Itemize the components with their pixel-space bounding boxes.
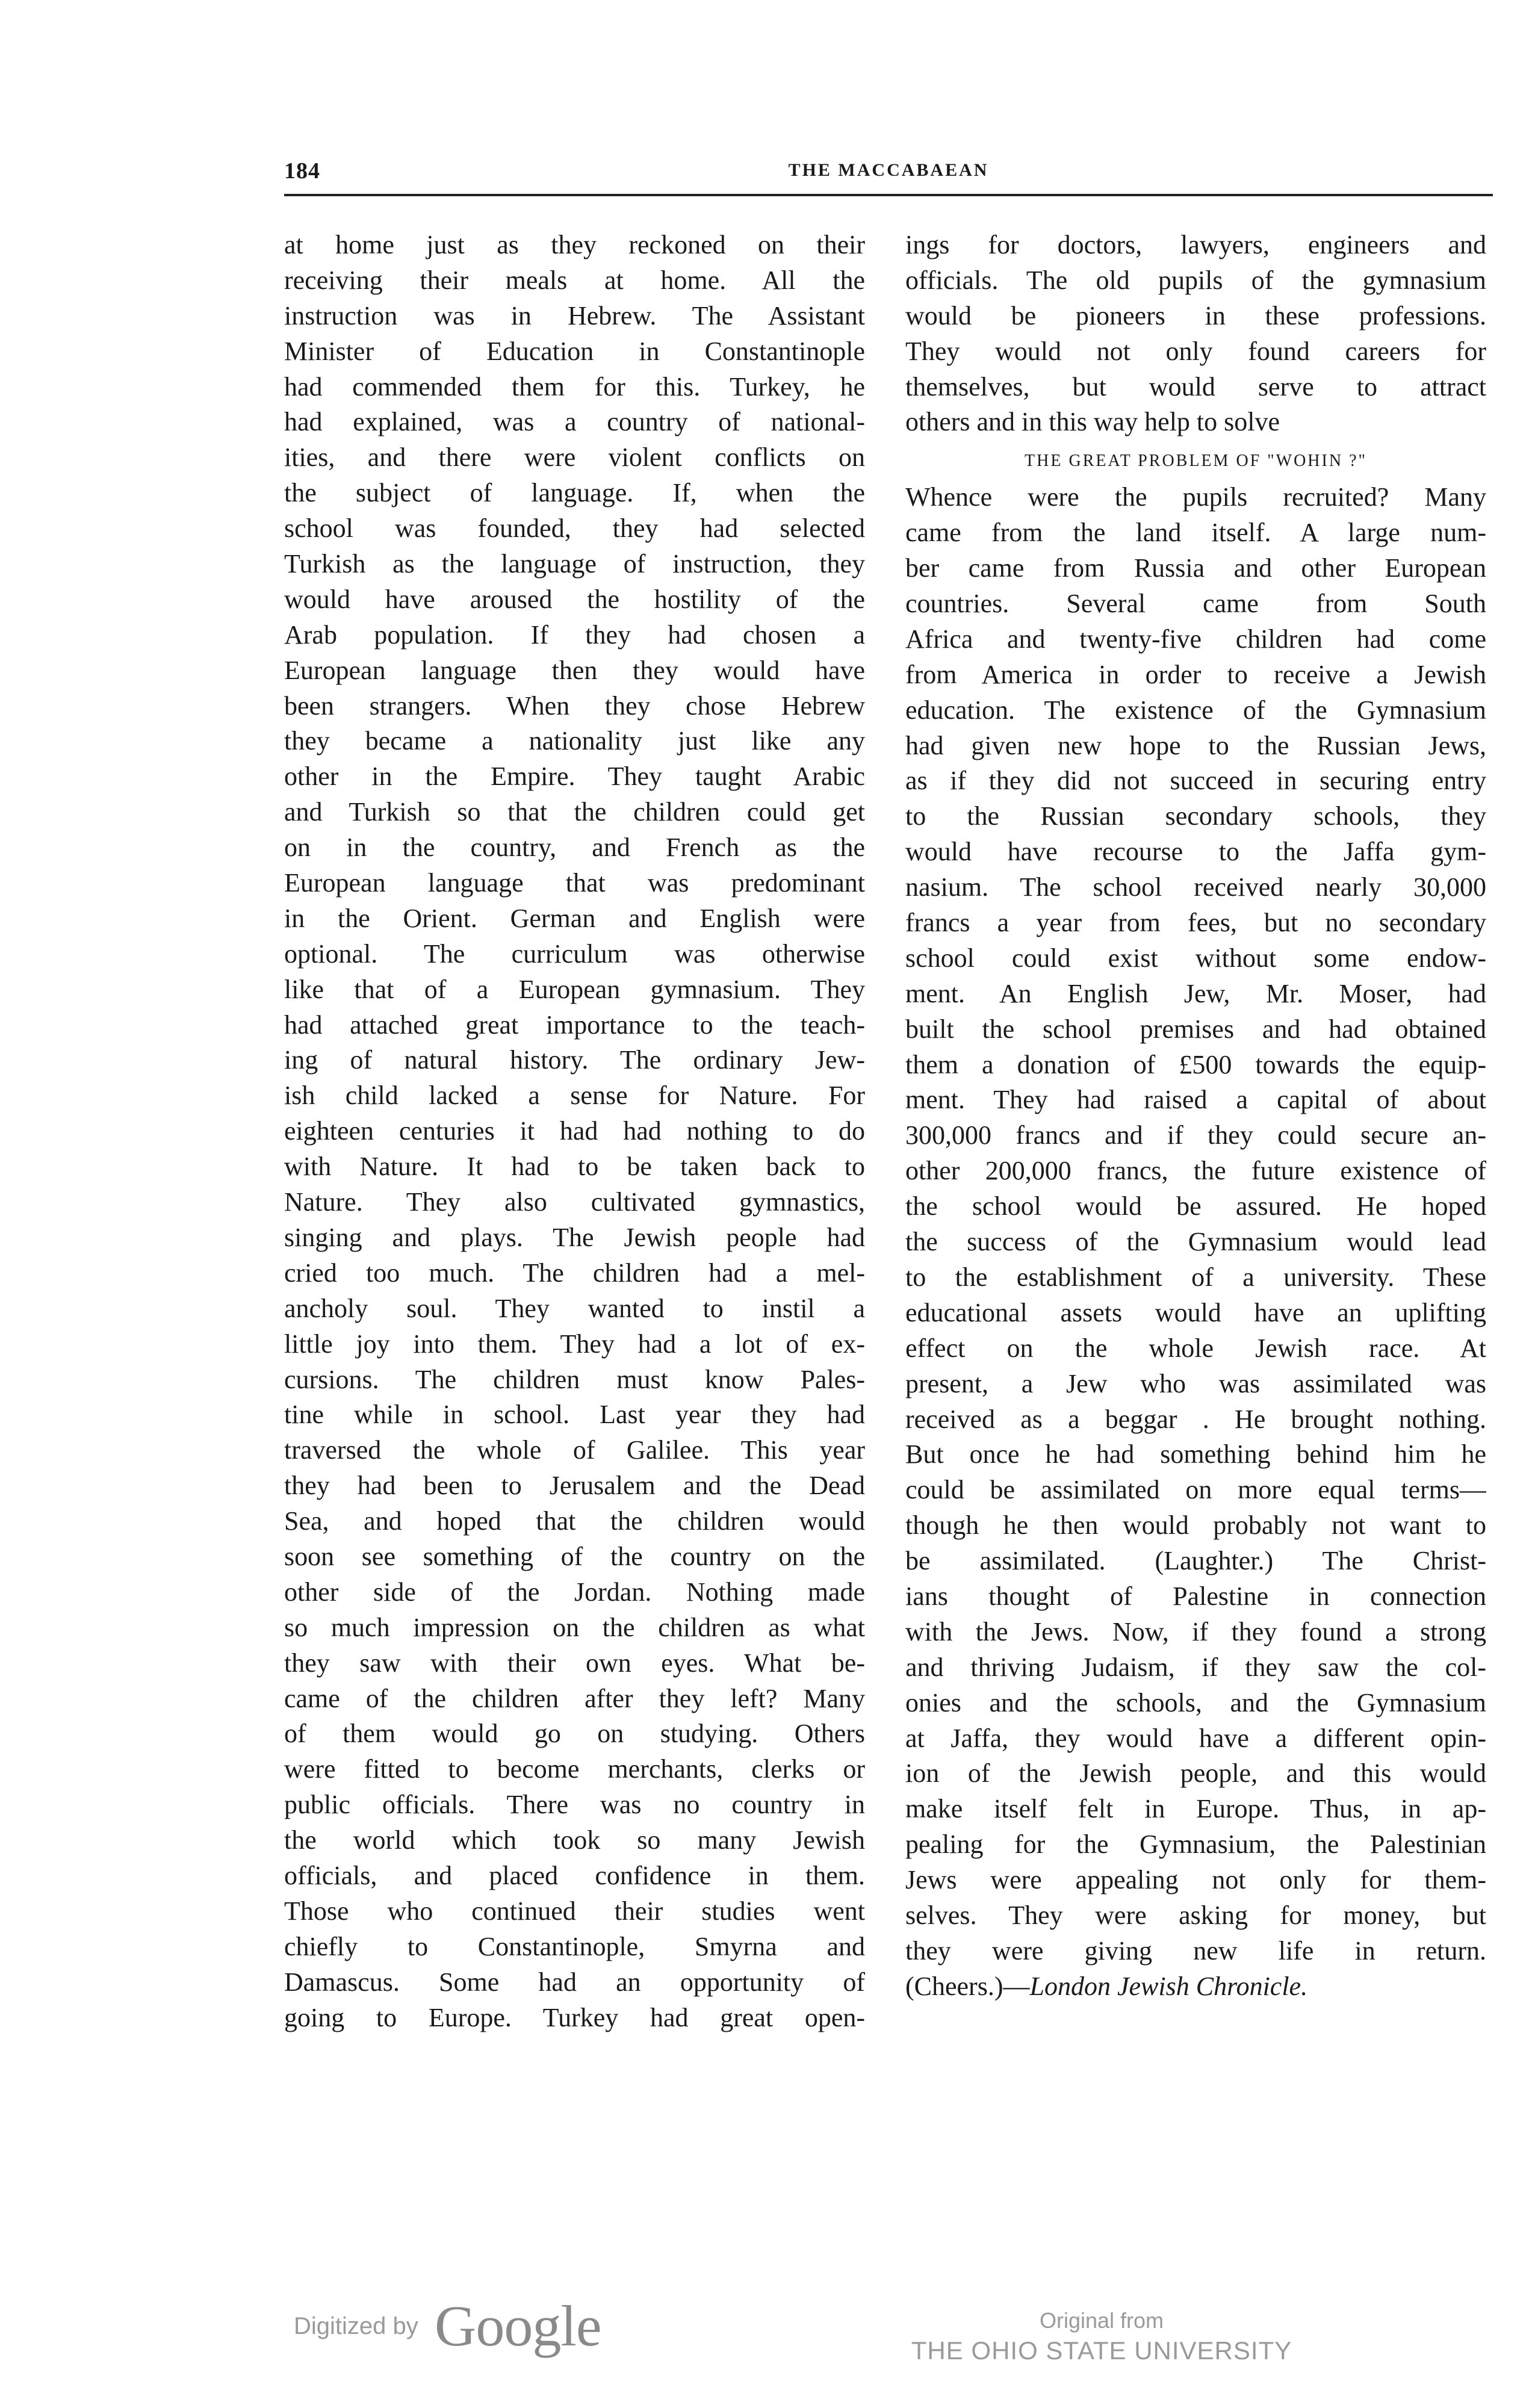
section-subheading: THE GREAT PROBLEM OF "WOHIN ?"	[1025, 452, 1367, 471]
text-line: They would not only found careers for	[905, 336, 1486, 366]
text-line: Whence were the pupils recruited? Many	[905, 482, 1486, 512]
text-line: Arab population. If they had chosen a	[284, 619, 865, 650]
text-line: optional. The curriculum was otherwise	[284, 939, 865, 969]
text-line: like that of a European gymnasium. They	[284, 974, 865, 1004]
text-line: singing and plays. The Jewish people had	[284, 1222, 865, 1252]
text-line: be assimilated. (Laughter.) The Christ-	[905, 1546, 1486, 1576]
text-line: at Jaffa, they would have a different opin-	[905, 1723, 1486, 1753]
text-line: other in the Empire. They taught Arabic	[284, 762, 865, 792]
credit-source: London Jewish Chronicle.	[1029, 1971, 1308, 2001]
text-line: were fitted to become merchants, clerks or	[284, 1754, 865, 1784]
text-line: make itself felt in Europe. Thus, in ap-	[905, 1794, 1486, 1824]
text-line: pealing for the Gymnasium, the Palestinian	[905, 1829, 1486, 1860]
text-line: in the Orient. German and English were	[284, 903, 865, 933]
text-line: they were giving new life in return.	[905, 1935, 1486, 1966]
text-line: ancholy soul. They wanted to instil a	[284, 1293, 865, 1323]
text-line: of them would go on studying. Others	[284, 1719, 865, 1749]
text-line: ish child lacked a sense for Nature. For	[284, 1081, 865, 1111]
text-line: ians thought of Palestine in connection	[905, 1581, 1486, 1611]
text-line: officials. The old pupils of the gymnasium	[905, 265, 1486, 295]
text-line: ment. An English Jew, Mr. Moser, had	[905, 978, 1486, 1008]
text-line: came of the children after they left? Many	[284, 1683, 865, 1713]
text-line: ities, and there were violent conflicts on	[284, 442, 865, 473]
text-line: Sea, and hoped that the children would	[284, 1506, 865, 1536]
text-line: Turkish as the language of instruction, they	[284, 549, 865, 579]
digitized-by-label: Digitized by	[294, 2313, 418, 2339]
credit-prefix: (Cheers.)—	[905, 1971, 1030, 2001]
text-line: them a donation of £500 towards the equip-	[905, 1049, 1486, 1079]
text-line: Nature. They also cultivated gymnastics,	[284, 1187, 865, 1217]
text-line: had commended them for this. Turkey, he	[284, 371, 865, 402]
text-line: ings for doctors, lawyers, engineers and	[905, 230, 1486, 259]
text-line: and Turkish so that the children could get	[284, 797, 865, 827]
text-line: countries. Several came from South	[905, 589, 1486, 619]
text-line: nasium. The school received nearly 30,000	[905, 872, 1486, 902]
text-line: onies and the schools, and the Gymnasium	[905, 1687, 1486, 1718]
original-source-notice	[879, 2307, 1324, 2367]
text-line: on in the country, and French as the	[284, 833, 865, 863]
page-header	[284, 158, 1493, 196]
running-title: THE MACCABAEAN	[788, 160, 989, 180]
text-line: at home just as they reckoned on their	[284, 230, 865, 259]
institution-name: THE OHIO STATE UNIVERSITY	[911, 2336, 1292, 2365]
text-line: Africa and twenty-five children had come	[905, 624, 1486, 654]
source-credit	[905, 1969, 1486, 2005]
text-line: themselves, but would serve to attract	[905, 371, 1486, 402]
text-line: the world which took so many Jewish	[284, 1825, 865, 1855]
text-line: would have recourse to the Jaffa gym-	[905, 837, 1486, 867]
text-line: other 200,000 francs, the future existence of	[905, 1156, 1486, 1186]
text-line: instruction was in Hebrew. The Assistant	[284, 300, 865, 330]
text-line: as if they did not succeed in securing entry	[905, 766, 1486, 796]
text-line: selves. They were asking for money, but	[905, 1900, 1486, 1930]
text-line: the school would be assured. He hoped	[905, 1191, 1486, 1221]
text-line: receiving their meals at home. All the	[284, 265, 865, 295]
text-line: the success of the Gymnasium would lead	[905, 1227, 1486, 1257]
text-line: would have aroused the hostility of the	[284, 584, 865, 614]
text-line: Those who continued their studies went	[284, 1896, 865, 1926]
text-line: they had been to Jerusalem and the Dead	[284, 1471, 865, 1501]
text-line: ion of the Jewish people, and this would	[905, 1758, 1486, 1789]
text-line: officials, and placed confidence in them.	[284, 1860, 865, 1890]
text-line: eighteen centuries it had had nothing to do	[284, 1116, 865, 1146]
text-line: could be assimilated on more equal terms—	[905, 1475, 1486, 1505]
text-line: with Nature. It had to be taken back to	[284, 1152, 865, 1182]
text-line: they saw with their own eyes. What be-	[284, 1648, 865, 1678]
text-line: had attached great importance to the teach-	[284, 1010, 865, 1040]
page-number: 184	[284, 158, 320, 184]
original-from-label: Original from	[1039, 2308, 1164, 2333]
text-line: to the Russian secondary schools, they	[905, 801, 1486, 831]
left-column	[284, 228, 865, 2035]
text-line: other side of the Jordan. Nothing made	[284, 1577, 865, 1607]
google-logo: Google	[435, 2294, 601, 2358]
text-line: educational assets would have an uplifting	[905, 1297, 1486, 1327]
text-line: Jews were appealing not only for them-	[905, 1865, 1486, 1895]
text-line: though he then would probably not want to	[905, 1510, 1486, 1541]
text-line: had explained, was a country of national-	[284, 407, 865, 437]
text-line: ment. They had raised a capital of about	[905, 1085, 1486, 1115]
text-line: chiefly to Constantinople, Smyrna and	[284, 1931, 865, 1961]
text-line: been strangers. When they chose Hebrew	[284, 690, 865, 721]
text-line: had given new hope to the Russian Jews,	[905, 730, 1486, 760]
text-line: tine while in school. Last year they had	[284, 1400, 865, 1430]
text-line: the subject of language. If, when the	[284, 478, 865, 508]
text-line: so much impression on the children as what	[284, 1612, 865, 1642]
text-line: present, a Jew who was assimilated was	[905, 1368, 1486, 1398]
text-line: effect on the whole Jewish race. At	[905, 1333, 1486, 1363]
text-line: and thriving Judaism, if they saw the col-	[905, 1652, 1486, 1682]
text-line: built the school premises and had obtained	[905, 1014, 1486, 1044]
text-line: they became a nationality just like any	[284, 726, 865, 756]
text-line: others and in this way help to solve	[905, 407, 1280, 437]
text-line: Minister of Education in Constantinople	[284, 336, 865, 366]
text-line: ing of natural history. The ordinary Jew-	[284, 1045, 865, 1075]
right-column	[905, 228, 1486, 2005]
text-line: going to Europe. Turkey had great open-	[284, 2002, 865, 2032]
text-line: cursions. The children must know Pales-	[284, 1364, 865, 1394]
text-line: public officials. There was no country in	[284, 1790, 865, 1820]
text-line: Damascus. Some had an opportunity of	[284, 1967, 865, 1997]
text-line: came from the land itself. A large num-	[905, 518, 1486, 548]
text-line: received as a beggar . He brought nothing.	[905, 1404, 1486, 1434]
text-line: soon see something of the country on the	[284, 1541, 865, 1571]
text-line: European language then they would have	[284, 655, 865, 685]
text-line: 300,000 francs and if they could secure an-	[905, 1120, 1486, 1150]
text-line: would be pioneers in these professions.	[905, 300, 1486, 330]
text-line: with the Jews. Now, if they found a strong	[905, 1616, 1486, 1646]
text-line: European language that was predominant	[284, 868, 865, 898]
text-line: But once he had something behind him he	[905, 1439, 1486, 1469]
text-line: to the establishment of a university. These	[905, 1262, 1486, 1292]
text-line: education. The existence of the Gymnasium	[905, 695, 1486, 725]
text-line: school could exist without some endow-	[905, 943, 1486, 973]
text-line: from America in order to receive a Jewish	[905, 659, 1486, 689]
text-line: cried too much. The children had a mel-	[284, 1258, 865, 1288]
text-line: traversed the whole of Galilee. This year	[284, 1435, 865, 1465]
text-line: ber came from Russia and other European	[905, 553, 1486, 583]
text-line: school was founded, they had selected	[284, 514, 865, 544]
text-line: little joy into them. They had a lot of ex-	[284, 1329, 865, 1359]
text-line: francs a year from fees, but no secondary	[905, 908, 1486, 938]
